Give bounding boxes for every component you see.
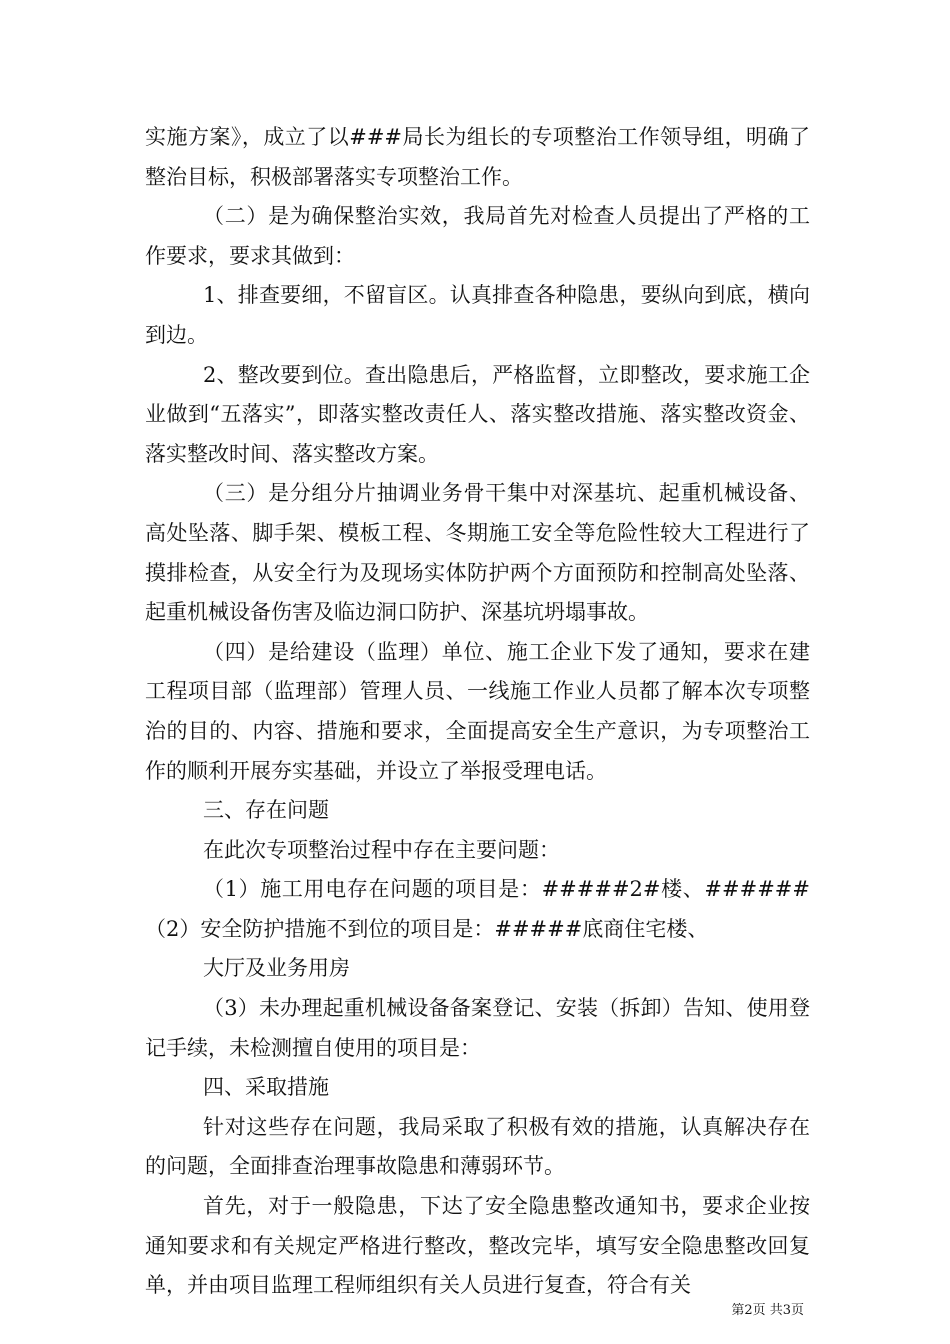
paragraph-4: 2、整改要到位。查出隐患后，严格监督，立即整改，要求施工企业做到“五落实”，即落实整改责任人、落实整改措施、落实整改资金、落实整改时间、落实整改方案。 [145,362,810,466]
document-body [145,118,810,1306]
paragraph-2: （二）是为确保整治实效，我局首先对检查人员提出了严格的工作要求，要求其做到： [145,204,810,268]
section-heading-problems: 三、存在问题 [203,798,329,823]
paragraph-11: 针对这些存在问题，我局采取了积极有效的措施，认真解决存在的问题，全面排查治理事故隐患和薄弱环节。 [145,1114,810,1179]
paragraph-6: （四）是给建设（监理）单位、施工企业下发了通知，要求在建工程项目部（监理部）管理人员、一线施工作业人员都了解本次专项整治的目的、内容、措施和要求，全面提高安全生产意识，为专项整治工作的顺利开展夯实基础，并设立了举报受理电话。 [145,639,810,783]
paragraph-1: 实施方案》，成立了以###局长为组长的专项整治工作领导组，明确了整治目标，积极部署落实专项整治工作。 [145,125,810,189]
paragraph-5: （三）是分组分片抽调业务骨干集中对深基坑、起重机械设备、高处坠落、脚手架、模板工程、冬期施工安全等危险性较大工程进行了摸排检查，从安全行为及现场实体防护两个方面预防和控制高处坠落、起重机械设备伤害及临边洞口防护、深基坑坍塌事故。 [145,481,810,625]
paragraph-12: 首先，对于一般隐患，下达了安全隐患整改通知书，要求企业按通知要求和有关规定严格进行整改，整改完毕，填写安全隐患整改回复单，并由项目监理工程师组织有关人员进行复查，符合有关 [145,1194,810,1298]
paragraph-9: 大厅及业务用房 [203,956,350,981]
paragraph-3: 1、排查要细，不留盲区。认真排查各种隐患，要纵向到底，横向到边。 [145,283,810,347]
section-heading-measures: 四、采取措施 [203,1075,329,1100]
paragraph-7: 在此次专项整治过程中存在主要问题： [203,837,560,862]
page-number: 第2页 共3页 [731,1303,804,1318]
paragraph-10: （3）未办理起重机械设备备案登记、安装（拆卸）告知、使用登记手续，未检测擅自使用的项目是： [145,996,810,1060]
paragraph-8: （1）施工用电存在问题的项目是：#####2#楼、######（2）安全防护措施不到位的项目是：#####底商住宅楼、 [145,877,810,941]
